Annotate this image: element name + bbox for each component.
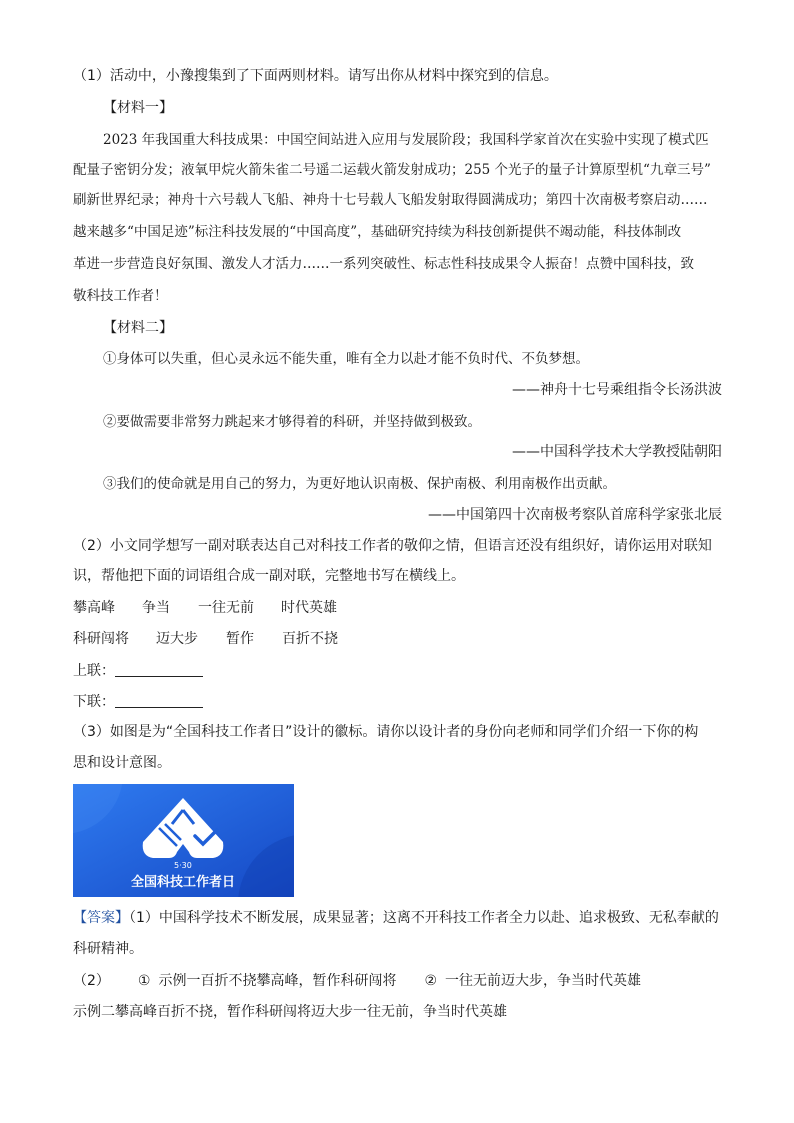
quote-source: ——中国科学技术大学教授陆朝阳 bbox=[512, 444, 722, 460]
answer-2-example-1: 示例一百折不挠攀高峰，暂作科研闯将 bbox=[158, 973, 397, 989]
material-1-title: 【材料一】 bbox=[103, 100, 173, 116]
answer-1-text: （1）中国科学技术不断发展，成果显著；这离不开科技工作者全力以赴、追求极致、无私奉献的 bbox=[129, 910, 719, 926]
q2-prompt: （2）小文同学想写一副对联表达自己对科技工作者的敬仰之情，但语言还没有组织好，请你运用对联知 bbox=[73, 538, 712, 554]
q3-prompt: （3）如图是为“全国科技工作者日”设计的徽标。请你以设计者的身份向老师和同学们介绍一下你的构 bbox=[73, 724, 699, 740]
material-1-line: 配量子密钥分发；液氧甲烷火箭朱雀二号遥二运载火箭发射成功；255 个光子的量子计算原型机“九章三号” bbox=[73, 162, 711, 178]
lower-couplet-blank[interactable] bbox=[115, 693, 203, 708]
answer-2-example-2: 示例二攀高峰百折不挠，暂作科研闯将迈大步一往无前，争当时代英雄 bbox=[73, 1004, 507, 1020]
material-1-line: 越来越多“中国足迹”标注科技发展的“中国高度”，基础研究持续为科技创新提供不竭动能，科技体制改 bbox=[73, 224, 682, 240]
lower-couplet-row bbox=[73, 692, 203, 712]
answer-2-prefix: （2） bbox=[73, 973, 110, 989]
answer-2-mark-1: ① bbox=[137, 973, 151, 989]
answer-2-example-1b: 一往无前迈大步，争当时代英雄 bbox=[445, 973, 642, 989]
word-option: 科研闯将 bbox=[73, 631, 129, 647]
quote-source: ——神舟十七号乘组指令长汤洪波 bbox=[512, 382, 722, 398]
science-workers-day-emblem bbox=[73, 784, 294, 897]
answer-line-1 bbox=[73, 908, 719, 928]
word-option: 攀高峰 bbox=[73, 600, 115, 616]
material-2-title: 【材料二】 bbox=[103, 320, 173, 336]
word-option: 一往无前 bbox=[198, 600, 254, 616]
quote-text: ③我们的使命就是用自己的努力，为更好地认识南极、保护南极、利用南极作出贡献。 bbox=[103, 476, 616, 492]
answer-2-mark-2: ② bbox=[424, 973, 438, 989]
lower-couplet-label: 下联： bbox=[73, 694, 115, 710]
answer-1-continued: 科研精神。 bbox=[73, 941, 143, 957]
q1-prompt: （1）活动中，小豫搜集到了下面两则材料。请写出你从材料中探究到的信息。 bbox=[73, 68, 558, 84]
word-option: 时代英雄 bbox=[281, 600, 337, 616]
word-option: 百折不挠 bbox=[282, 631, 338, 647]
material-1-line: 革进一步营造良好氛围、激发人才活力……一系列突破性、标志性科技成果令人振奋！点赞中国科技，致 bbox=[73, 256, 694, 272]
upper-couplet-row bbox=[73, 661, 203, 681]
word-option: 迈大步 bbox=[156, 631, 198, 647]
logo-date: 5·30 bbox=[174, 861, 192, 870]
logo-caption: 全国科技工作者日 bbox=[131, 875, 236, 890]
material-1-line: 敬科技工作者！ bbox=[73, 288, 168, 304]
quote-source: ——中国第四十次南极考察队首席科学家张北辰 bbox=[428, 507, 722, 523]
answer-2-line bbox=[73, 971, 641, 991]
quote-text: ①身体可以失重，但心灵永远不能失重，唯有全力以赴才能不负时代、不负梦想。 bbox=[103, 351, 589, 367]
material-1-line: 刷新世界纪录；神舟十六号载人飞船、神舟十七号载人飞船发射取得圆满成功；第四十次南极考察启动…… bbox=[73, 192, 708, 208]
word-option: 争当 bbox=[142, 600, 170, 616]
answer-tag: 【答案】 bbox=[73, 910, 129, 926]
material-1-line: 2023 年我国重大科技成果：中国空间站进入应用与发展阶段；我国科学家首次在实验中实现了模式匹 bbox=[103, 132, 709, 148]
upper-couplet-blank[interactable] bbox=[115, 662, 203, 677]
quote-text: ②要做需要非常努力跳起来才够得着的科研，并坚持做到极致。 bbox=[103, 414, 481, 430]
upper-couplet-label: 上联： bbox=[73, 663, 115, 679]
q2-prompt: 识，帮他把下面的词语组合成一副对联，完整地书写在横线上。 bbox=[73, 568, 465, 584]
word-option: 暂作 bbox=[226, 631, 254, 647]
q3-prompt: 思和设计意图。 bbox=[73, 755, 171, 771]
